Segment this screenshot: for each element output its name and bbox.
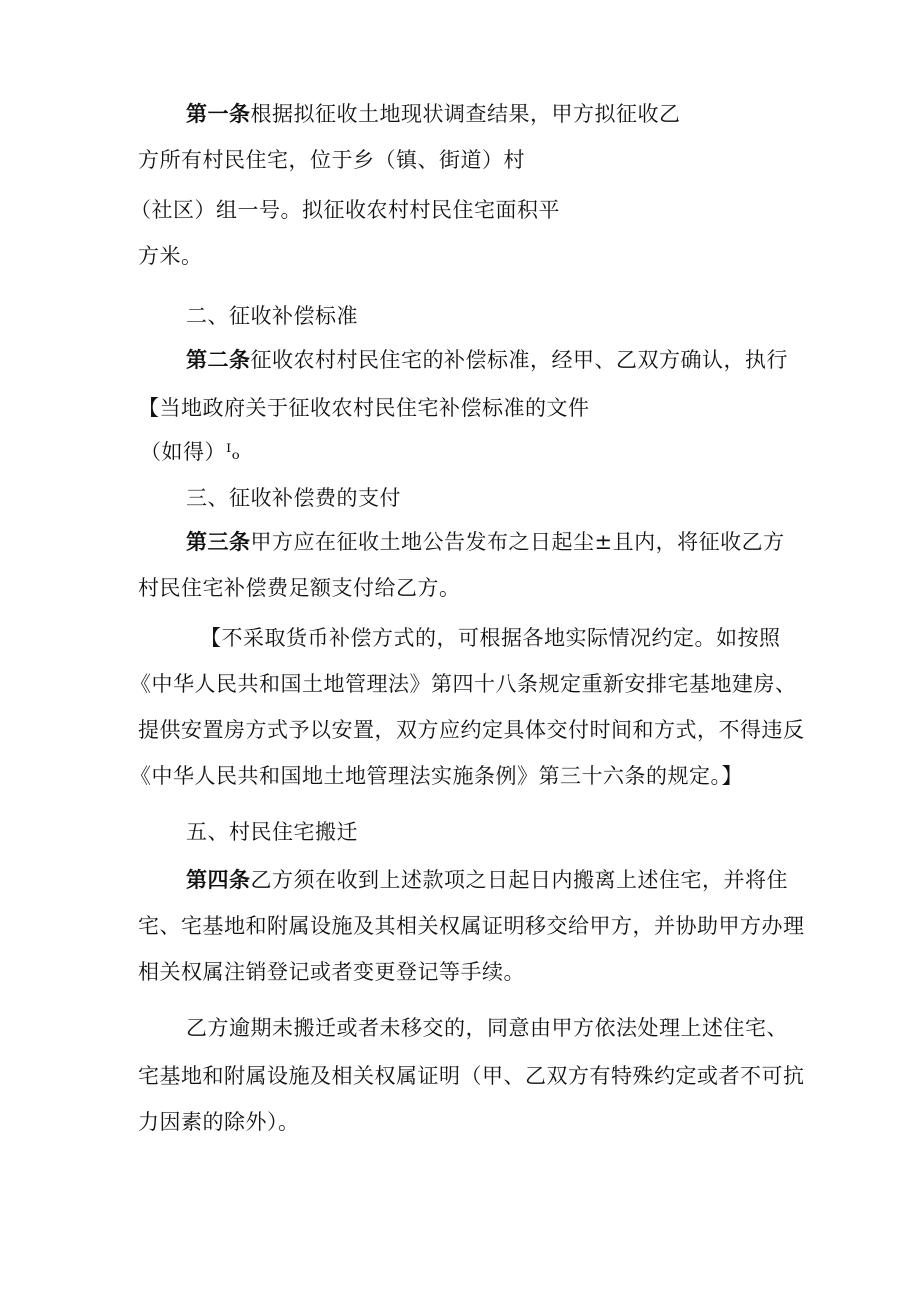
article2-line2: 【当地政府关于征收农村民住宅补偿标准的文件 — [138, 396, 590, 420]
note-line1: 【不采取货币补偿方式的，可根据各地实际情况约定。如按照 — [200, 626, 781, 650]
article1-line1 — [186, 100, 681, 128]
article2-text: 征收农村村民住宅的补偿标准，经甲、乙双方确认，执行 — [250, 348, 788, 372]
article2-heading: 第二条 — [186, 347, 251, 372]
article3-text: 甲方应在征收土地公告发布之日起尘±且内，将征收乙方 — [250, 530, 785, 554]
article3-heading: 第三条 — [186, 529, 251, 554]
overdue-line1: 乙方逾期未搬迁或者未移交的，同意由甲方依法处理上述住宅、 — [186, 1016, 788, 1040]
article1-line3: （社区）组一号。拟征收农村村民住宅面积平 — [130, 198, 560, 222]
overdue-line2: 宅基地和附属设施及相关权属证明（甲、乙双方有特殊约定或者不可抗 — [138, 1064, 805, 1088]
note-line4: 《中华人民共和国地土地管理法实施条例》第三十六条的规定。】 — [130, 764, 743, 788]
section2-title: 二、征收补偿标准 — [186, 304, 358, 328]
article1-line4: 方米。 — [138, 244, 203, 268]
article4-line2: 宅、宅基地和附属设施及其相关权属证明移交给甲方，并协助甲方办理 — [138, 914, 805, 938]
article2-line1 — [186, 346, 788, 374]
article1-heading: 第一条 — [186, 101, 251, 126]
article4-text: 乙方须在收到上述款项之日起日内搬离上述住宅，并将住 — [250, 868, 788, 892]
article3-line2: 村民住宅补偿费足额支付给乙方。 — [138, 576, 461, 600]
section3-title: 三、征收补偿费的支付 — [186, 486, 401, 510]
overdue-line3: 力因素的除外）。 — [138, 1110, 300, 1134]
article4-heading: 第四条 — [186, 867, 251, 892]
article1-text: 根据拟征收土地现状调查结果，甲方拟征收乙 — [250, 102, 681, 126]
article4-line3: 相关权属注销登记或者变更登记等手续。 — [138, 960, 525, 984]
article4-line1 — [186, 866, 788, 894]
article3-line1 — [186, 528, 785, 556]
note-line3: 提供安置房方式予以安置，双方应约定具体交付时间和方式，不得违反 — [138, 718, 805, 742]
article2-line3: （如得）ᴵₒ — [140, 440, 241, 464]
article1-line2: 方所有村民住宅，位于乡（镇、街道）村 — [138, 148, 525, 172]
note-line2: 《中华人民共和国土地管理法》第四十八条规定重新安排宅基地建房、 — [130, 672, 797, 696]
section5-title: 五、村民住宅搬迁 — [186, 820, 358, 844]
